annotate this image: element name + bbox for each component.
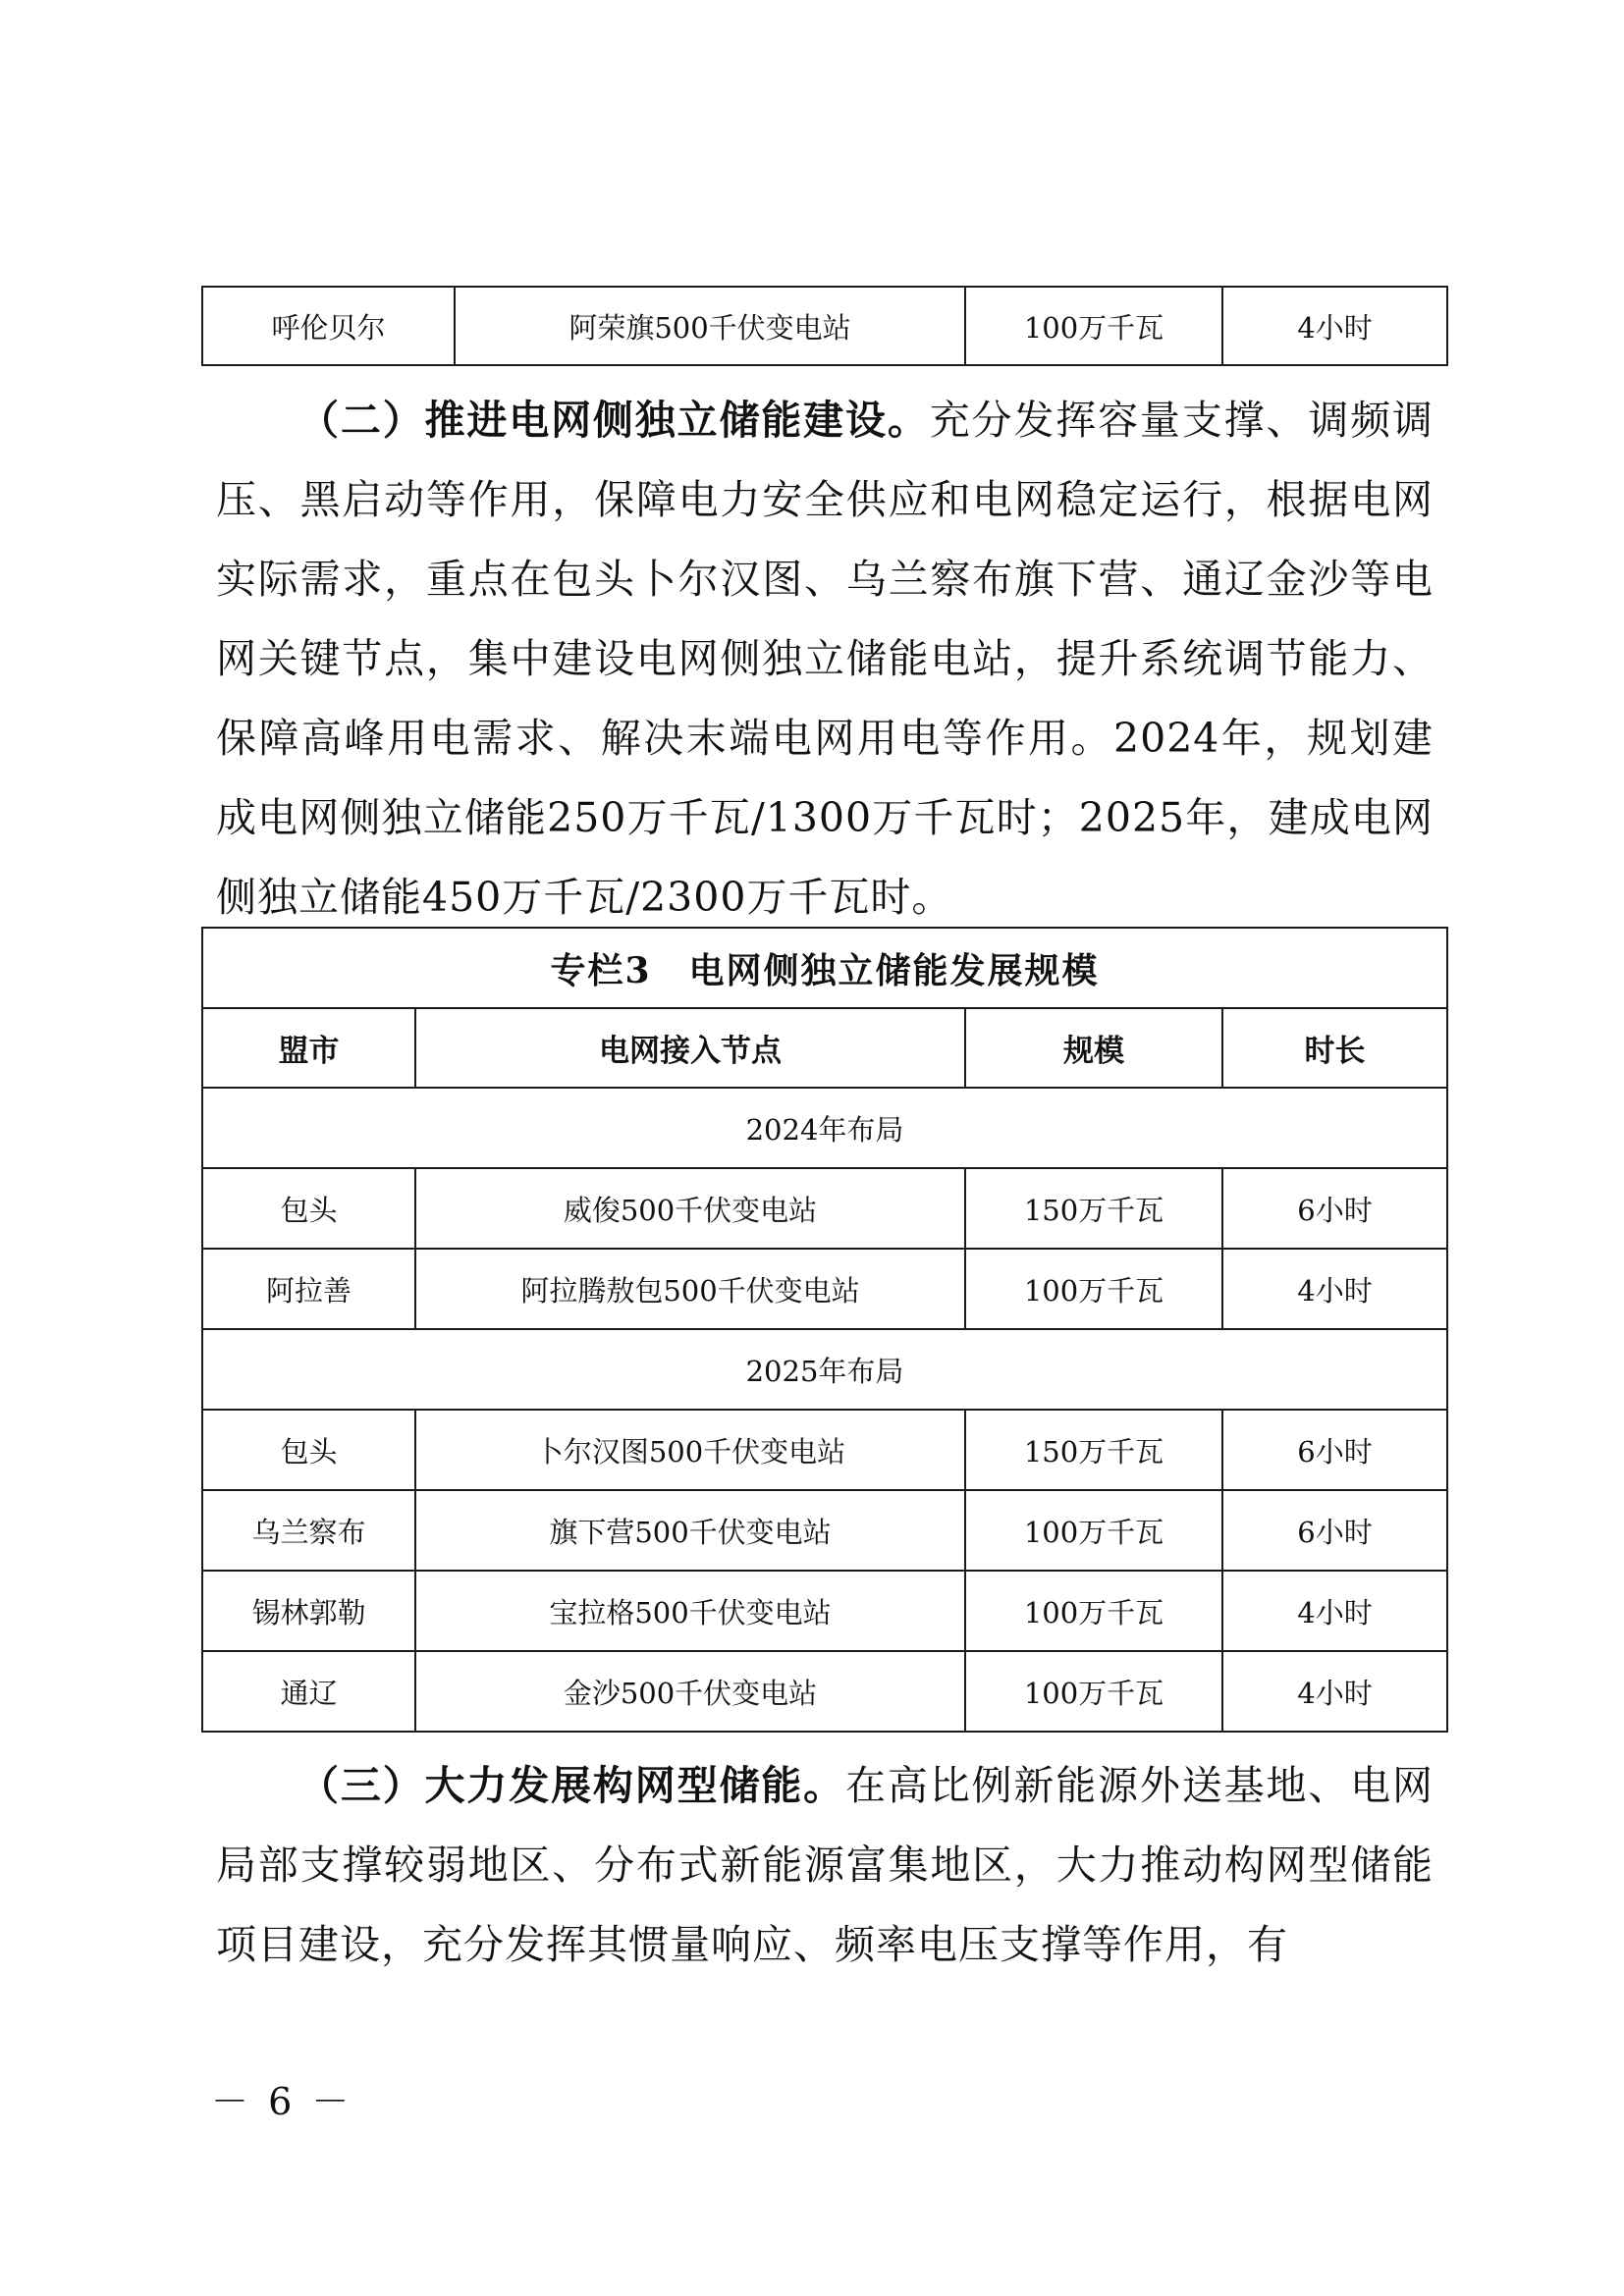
table-row (202, 1249, 1447, 1329)
cell-league-city: 包头 (202, 1410, 415, 1490)
header-scale: 规模 (965, 1008, 1222, 1088)
cell-scale: 150万千瓦 (965, 1410, 1222, 1490)
cell-scale: 100万千瓦 (965, 1490, 1222, 1571)
table-title-row (202, 928, 1447, 1008)
cell-duration: 4小时 (1222, 1651, 1447, 1732)
cell-league-city: 锡林郭勒 (202, 1571, 415, 1651)
continued-table (201, 286, 1448, 366)
cell-scale: 150万千瓦 (965, 1168, 1222, 1249)
cell-grid-node: 旗下营500千伏变电站 (415, 1490, 965, 1571)
header-league-city: 盟市 (202, 1008, 415, 1088)
cell-league-city: 通辽 (202, 1651, 415, 1732)
cell-duration: 6小时 (1222, 1168, 1447, 1249)
group-label-2024: 2024年布局 (202, 1088, 1447, 1168)
table-header-row (202, 1008, 1447, 1088)
section-3-paragraph (216, 1746, 1434, 1985)
table-title: 专栏3 电网侧独立储能发展规模 (202, 928, 1447, 1008)
section-2-body: 充分发挥容量支撑、调频调压、黑启动等作用，保障电力安全供应和电网稳定运行，根据电网实际需求，重点在包头卜尔汉图、乌兰察布旗下营、通辽金沙等电网关键节点，集中建设电网侧独立储能电站，提升系统调节能力、保障高峰用电需求、解决末端电网用电等作用。2024年，规划建成电网侧独立储能250万千瓦/1300万千瓦时；2025年，建成电网侧独立储能450万千瓦/2300万千瓦时。 (216, 397, 1435, 921)
section-row-2025 (202, 1329, 1447, 1410)
cell-grid-node: 金沙500千伏变电站 (415, 1651, 965, 1732)
cell-grid-node: 威俊500千伏变电站 (415, 1168, 965, 1249)
page-number: － 6 － (211, 2080, 353, 2123)
table-row (202, 1410, 1447, 1490)
group-label-2025: 2025年布局 (202, 1329, 1447, 1410)
section-2-heading: （二）推进电网侧独立储能建设。 (298, 397, 930, 444)
cell-grid-node: 阿荣旗500千伏变电站 (455, 287, 965, 365)
section-3-body: 在高比例新能源外送基地、电网局部支撑较弱地区、分布式新能源富集地区，大力推动构网型储能项目建设，充分发挥其惯量响应、频率电压支撑等作用，有 (216, 1762, 1434, 1968)
cell-scale: 100万千瓦 (965, 1249, 1222, 1329)
header-grid-node: 电网接入节点 (415, 1008, 965, 1088)
cell-duration: 4小时 (1222, 1249, 1447, 1329)
section-2-paragraph (216, 381, 1434, 937)
cell-league-city: 呼伦贝尔 (202, 287, 455, 365)
cell-league-city: 乌兰察布 (202, 1490, 415, 1571)
cell-scale: 100万千瓦 (965, 1651, 1222, 1732)
cell-scale: 100万千瓦 (965, 1571, 1222, 1651)
table-row (202, 1651, 1447, 1732)
table-row (202, 1490, 1447, 1571)
table-row (202, 1571, 1447, 1651)
section-row-2024 (202, 1088, 1447, 1168)
storage-scale-table (201, 927, 1448, 1733)
cell-league-city: 阿拉善 (202, 1249, 415, 1329)
section-3-heading: （三）大力发展构网型储能。 (298, 1762, 845, 1809)
header-duration: 时长 (1222, 1008, 1447, 1088)
cell-league-city: 包头 (202, 1168, 415, 1249)
cell-duration: 6小时 (1222, 1490, 1447, 1571)
cell-duration: 4小时 (1222, 1571, 1447, 1651)
cell-grid-node: 卜尔汉图500千伏变电站 (415, 1410, 965, 1490)
cell-duration: 4小时 (1222, 287, 1447, 365)
cell-duration: 6小时 (1222, 1410, 1447, 1490)
cell-grid-node: 阿拉腾敖包500千伏变电站 (415, 1249, 965, 1329)
table-row (202, 1168, 1447, 1249)
cell-scale: 100万千瓦 (965, 287, 1222, 365)
cell-grid-node: 宝拉格500千伏变电站 (415, 1571, 965, 1651)
table-row (202, 287, 1447, 365)
